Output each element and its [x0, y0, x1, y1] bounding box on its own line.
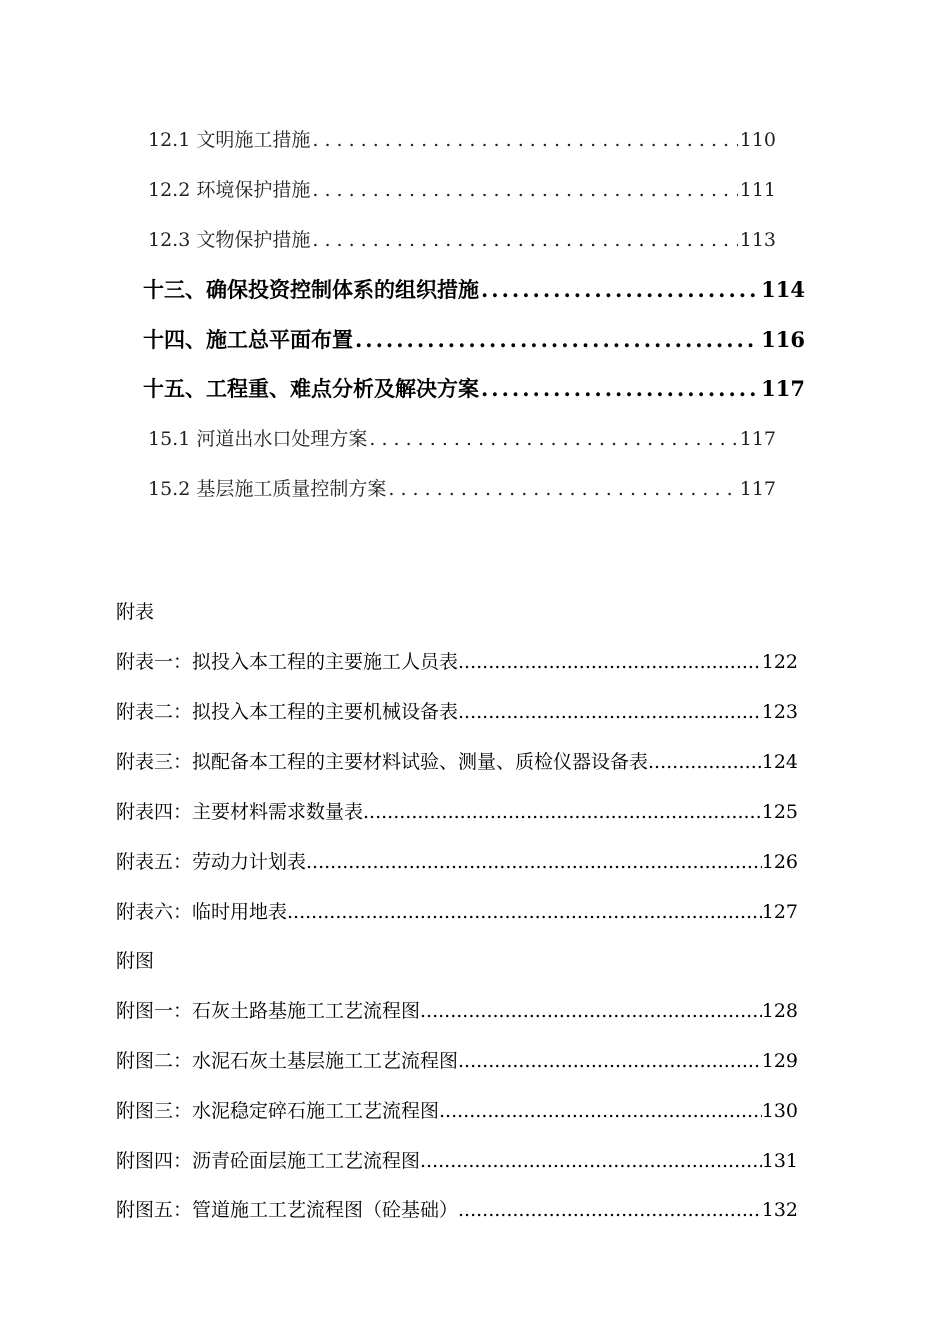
toc-entry-15-1[interactable] — [148, 424, 776, 451]
toc-dot-leader — [369, 428, 737, 450]
toc-page-number: 132 — [761, 1199, 798, 1221]
appendix-table-entry-1[interactable] — [116, 647, 798, 674]
toc-page-number: 111 — [739, 179, 776, 201]
toc-entry-label: 附表五：劳动力计划表 — [116, 851, 307, 873]
toc-entry-chapter-13[interactable] — [143, 274, 805, 304]
toc-dot-leader — [458, 651, 762, 673]
toc-dot-leader — [287, 901, 762, 923]
toc-dot-leader — [312, 229, 737, 251]
appendix-figure-entry-3[interactable] — [116, 1096, 798, 1123]
toc-page-number: 110 — [739, 129, 776, 151]
toc-page-number: 127 — [761, 901, 798, 923]
toc-dot-leader — [312, 179, 737, 201]
toc-page-number: 116 — [761, 327, 805, 352]
appendix-figure-entry-1[interactable] — [116, 996, 798, 1023]
toc-entry-label: 15.1 河道出水口处理方案 — [148, 428, 368, 450]
toc-page-number: 124 — [761, 751, 798, 773]
toc-dot-leader — [481, 277, 759, 302]
toc-entry-12-3[interactable] — [148, 225, 776, 252]
toc-entry-15-2[interactable] — [148, 474, 776, 501]
toc-dot-leader — [312, 129, 737, 151]
toc-entry-label: 附图二：水泥石灰土基层施工工艺流程图 — [116, 1050, 459, 1072]
toc-entry-label: 十五、工程重、难点分析及解决方案 — [143, 376, 479, 401]
toc-entry-label: 附表三：拟配备本工程的主要材料试验、测量、质检仪器设备表 — [116, 751, 649, 773]
toc-page-number: 128 — [761, 1000, 798, 1022]
toc-entry-label: 12.2 环境保护措施 — [148, 179, 311, 201]
toc-entry-label: 附表四：主要材料需求数量表 — [116, 801, 364, 823]
toc-entry-label: 12.1 文明施工措施 — [148, 129, 311, 151]
toc-dot-leader — [420, 1000, 762, 1022]
toc-dot-leader — [420, 1150, 762, 1172]
appendix-figure-entry-5[interactable] — [116, 1195, 798, 1222]
toc-page-number: 129 — [761, 1050, 798, 1072]
toc-dot-leader — [355, 327, 759, 352]
toc-page-number: 113 — [739, 229, 776, 251]
toc-dot-leader — [306, 851, 762, 873]
toc-dot-leader — [458, 1050, 762, 1072]
appendix-table-entry-2[interactable] — [116, 697, 798, 724]
toc-entry-label: 附表二：拟投入本工程的主要机械设备表 — [116, 701, 459, 723]
toc-entry-12-1[interactable] — [148, 125, 776, 152]
toc-dot-leader — [363, 801, 762, 823]
toc-entry-label: 附图四：沥青砼面层施工工艺流程图 — [116, 1150, 421, 1172]
toc-entry-label: 附表六：临时用地表 — [116, 901, 288, 923]
toc-page-number: 122 — [761, 651, 798, 673]
toc-page-number: 114 — [761, 277, 805, 302]
toc-entry-label: 十三、确保投资控制体系的组织措施 — [143, 277, 479, 302]
appendix-table-entry-6[interactable] — [116, 897, 798, 924]
appendix-figure-entry-2[interactable] — [116, 1046, 798, 1073]
toc-dot-leader — [458, 701, 762, 723]
toc-entry-label: 十四、施工总平面布置 — [143, 327, 353, 352]
toc-page-number: 117 — [739, 428, 776, 450]
toc-entry-label: 附图一：石灰土路基施工工艺流程图 — [116, 1000, 421, 1022]
toc-entry-label: 附图五：管道施工工艺流程图（砼基础） — [116, 1199, 459, 1221]
toc-entry-chapter-14[interactable] — [143, 324, 805, 354]
appendix-table-entry-5[interactable] — [116, 847, 798, 874]
toc-page-number: 117 — [761, 376, 805, 401]
toc-entry-label: 附图三：水泥稳定碎石施工工艺流程图 — [116, 1100, 440, 1122]
toc-page-number: 117 — [739, 478, 776, 500]
appendix-table-entry-3[interactable] — [116, 747, 798, 774]
toc-dot-leader — [439, 1100, 762, 1122]
toc-page-number: 130 — [761, 1100, 798, 1122]
toc-page-number: 123 — [761, 701, 798, 723]
toc-dot-leader — [458, 1199, 762, 1221]
appendix-figure-entry-4[interactable] — [116, 1146, 798, 1173]
toc-entry-label: 15.2 基层施工质量控制方案 — [148, 478, 387, 500]
appendix-tables-heading: 附表 — [116, 601, 155, 623]
toc-entry-label: 12.3 文物保护措施 — [148, 229, 311, 251]
toc-page-number: 131 — [761, 1150, 798, 1172]
toc-dot-leader — [481, 376, 759, 401]
appendix-table-entry-4[interactable] — [116, 797, 798, 824]
toc-entry-chapter-15[interactable] — [143, 373, 805, 403]
toc-page-number: 126 — [761, 851, 798, 873]
toc-entry-label: 附表一：拟投入本工程的主要施工人员表 — [116, 651, 459, 673]
appendix-figures-heading: 附图 — [116, 950, 155, 972]
toc-dot-leader — [388, 478, 737, 500]
toc-page-number: 125 — [761, 801, 798, 823]
toc-entry-12-2[interactable] — [148, 175, 776, 202]
toc-dot-leader — [648, 751, 762, 773]
